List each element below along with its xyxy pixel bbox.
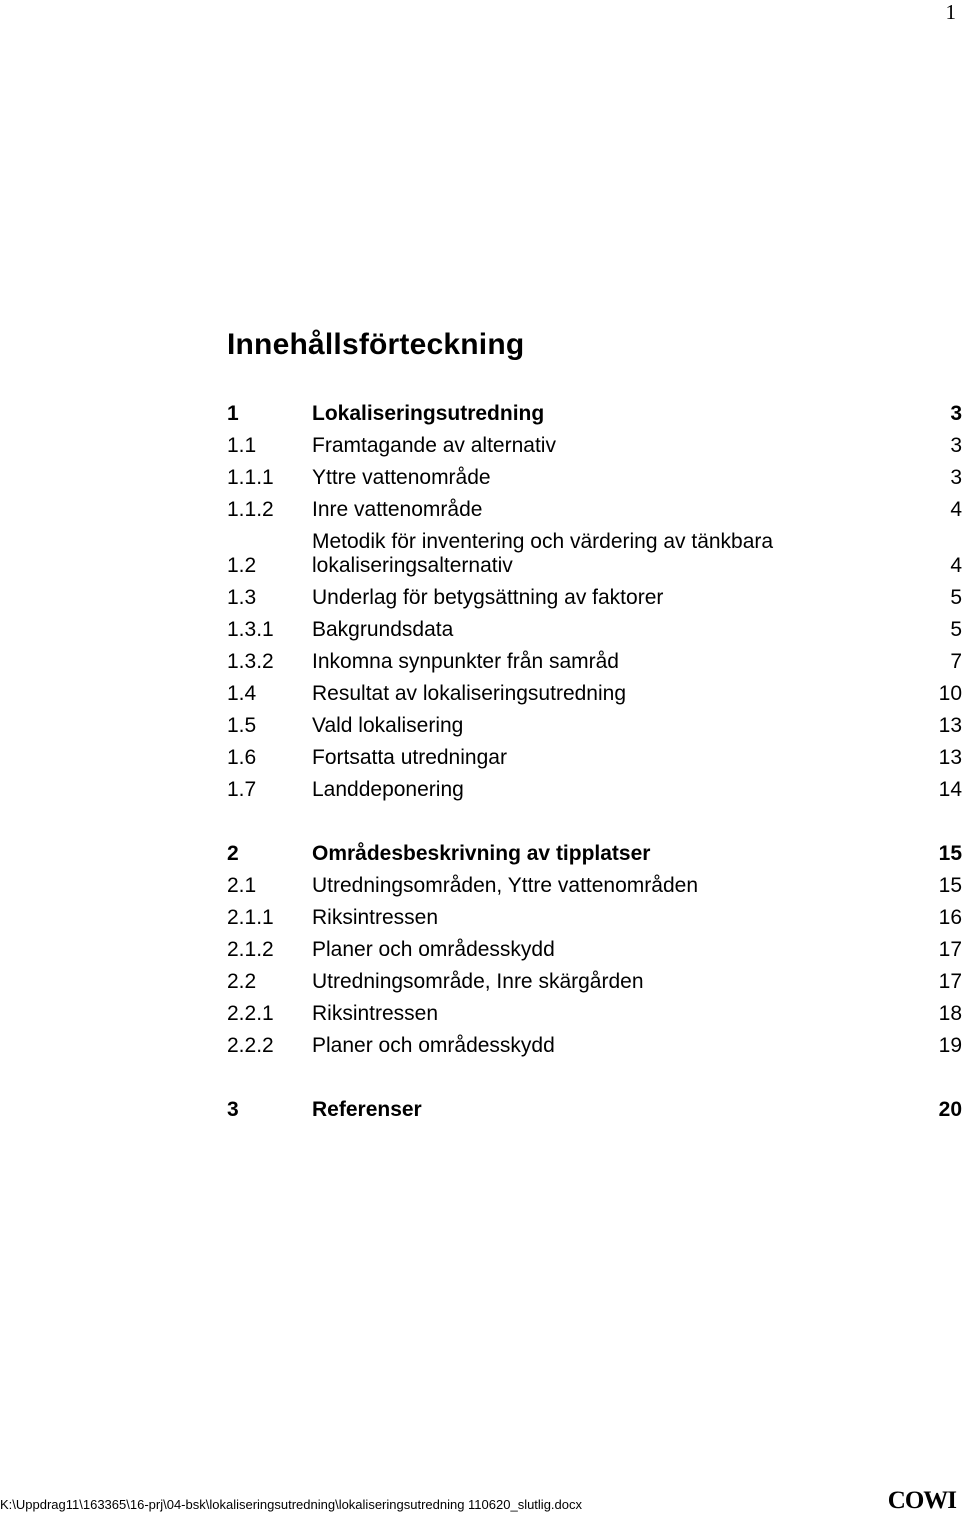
toc-entry-number: 2.2.2 <box>227 1034 274 1057</box>
toc-entry-row[interactable] <box>227 646 962 678</box>
toc-entry-number: 1.1 <box>227 434 257 457</box>
toc-entry-row[interactable] <box>227 582 962 614</box>
toc-entry-number: 2.1.1 <box>227 906 274 929</box>
toc-entry-row[interactable] <box>227 710 962 742</box>
toc-entry-row[interactable] <box>227 870 962 902</box>
toc-entry-row[interactable] <box>227 966 962 998</box>
toc-entry-page: 15 <box>938 842 962 865</box>
toc-entry-number: 2.2.1 <box>227 1002 274 1025</box>
toc-entry-title: Landdeponering <box>312 778 464 801</box>
toc-entry-row[interactable] <box>227 526 962 582</box>
toc-entry-title: Inre vattenområde <box>312 498 483 521</box>
toc-entry-row[interactable] <box>227 678 962 710</box>
toc-entry-number: 2.2 <box>227 970 257 993</box>
toc-entry-row[interactable] <box>227 1030 962 1062</box>
toc-entry-title: Bakgrundsdata <box>312 618 454 641</box>
toc-entry-row[interactable] <box>227 934 962 966</box>
toc-chapter-row[interactable] <box>227 398 962 430</box>
toc-entry-page: 17 <box>938 970 962 993</box>
page-number: 1 <box>945 0 956 24</box>
toc-section <box>227 838 962 1062</box>
toc-entry-page: 13 <box>938 714 962 737</box>
toc-entry-number: 1.5 <box>227 714 257 737</box>
toc-entry-title: Resultat av lokaliseringsutredning <box>312 682 627 705</box>
toc-entry-number: 1.3.2 <box>227 650 274 673</box>
toc-entry-page: 16 <box>938 906 962 929</box>
table-of-contents <box>227 398 962 1158</box>
toc-entry-title: Framtagande av alternativ <box>312 434 556 457</box>
toc-entry-title: Planer och områdesskydd <box>312 938 555 961</box>
toc-entry-title: Underlag för betygsättning av faktorer <box>312 586 664 609</box>
toc-entry-title-line: Metodik för inventering och värdering av tänkbara <box>312 530 774 553</box>
toc-entry-number: 1.4 <box>227 682 257 705</box>
toc-entry-row[interactable] <box>227 998 962 1030</box>
toc-entry-title: Riksintressen <box>312 906 439 929</box>
toc-entry-number: 1.3 <box>227 586 257 609</box>
toc-entry-title: Riksintressen <box>312 1002 439 1025</box>
toc-section <box>227 398 962 806</box>
toc-entry-title: Lokaliseringsutredning <box>312 402 545 425</box>
toc-chapter-row[interactable] <box>227 838 962 870</box>
toc-entry-page: 5 <box>950 618 962 641</box>
toc-entry-number: 1.6 <box>227 746 257 769</box>
toc-entry-number: 1.7 <box>227 778 257 801</box>
toc-entry-page: 18 <box>938 1002 962 1025</box>
toc-entry-title-line: lokaliseringsalternativ <box>312 554 513 577</box>
toc-entry-row[interactable] <box>227 462 962 494</box>
toc-entry-number: 1.1.2 <box>227 498 274 521</box>
toc-entry-row[interactable] <box>227 742 962 774</box>
toc-entry-title: Fortsatta utredningar <box>312 746 507 769</box>
toc-entry-page: 3 <box>950 402 962 425</box>
toc-entry-title <box>312 530 932 578</box>
toc-entry-row[interactable] <box>227 614 962 646</box>
toc-entry-page: 4 <box>950 498 962 521</box>
toc-entry-row[interactable] <box>227 430 962 462</box>
toc-entry-number: 1.1.1 <box>227 466 274 489</box>
toc-entry-page: 3 <box>950 466 962 489</box>
toc-entry-number: 2 <box>227 842 239 865</box>
toc-entry-page: 10 <box>938 682 962 705</box>
toc-entry-row[interactable] <box>227 902 962 934</box>
toc-entry-page: 5 <box>950 586 962 609</box>
cowi-logo: COWI <box>887 1487 956 1514</box>
toc-entry-title: Referenser <box>312 1098 422 1121</box>
toc-entry-page: 20 <box>938 1098 962 1121</box>
toc-section <box>227 1094 962 1126</box>
toc-entry-number: 1 <box>227 402 239 425</box>
toc-entry-page: 3 <box>950 434 962 457</box>
toc-entry-page: 15 <box>938 874 962 897</box>
toc-entry-title: Utredningsområden, Yttre vattenområden <box>312 874 698 897</box>
toc-entry-number: 1.3.1 <box>227 618 274 641</box>
toc-entry-title: Planer och områdesskydd <box>312 1034 555 1057</box>
toc-entry-page: 19 <box>938 1034 962 1057</box>
toc-title: Innehållsförteckning <box>227 328 525 361</box>
toc-entry-number: 1.2 <box>227 554 257 577</box>
toc-chapter-row[interactable] <box>227 1094 962 1126</box>
toc-entry-number: 2.1 <box>227 874 257 897</box>
toc-entry-title: Inkomna synpunkter från samråd <box>312 650 619 673</box>
toc-entry-page: 13 <box>938 746 962 769</box>
toc-entry-number: 3 <box>227 1098 239 1121</box>
toc-entry-page: 17 <box>938 938 962 961</box>
toc-entry-title: Områdesbeskrivning av tipplatser <box>312 842 651 865</box>
toc-entry-page: 14 <box>938 778 962 801</box>
toc-entry-number: 2.1.2 <box>227 938 274 961</box>
toc-entry-page: 7 <box>950 650 962 673</box>
toc-entry-row[interactable] <box>227 494 962 526</box>
footer-file-path: K:\Uppdrag11\163365\16-prj\04-bsk\lokaliseringsutredning\lokaliseringsutredning 110620_slutlig.docx <box>0 1497 582 1512</box>
toc-entry-title: Yttre vattenområde <box>312 466 491 489</box>
toc-entry-row[interactable] <box>227 774 962 806</box>
toc-entry-title: Vald lokalisering <box>312 714 464 737</box>
toc-entry-title: Utredningsområde, Inre skärgården <box>312 970 644 993</box>
toc-entry-page: 4 <box>950 554 962 577</box>
